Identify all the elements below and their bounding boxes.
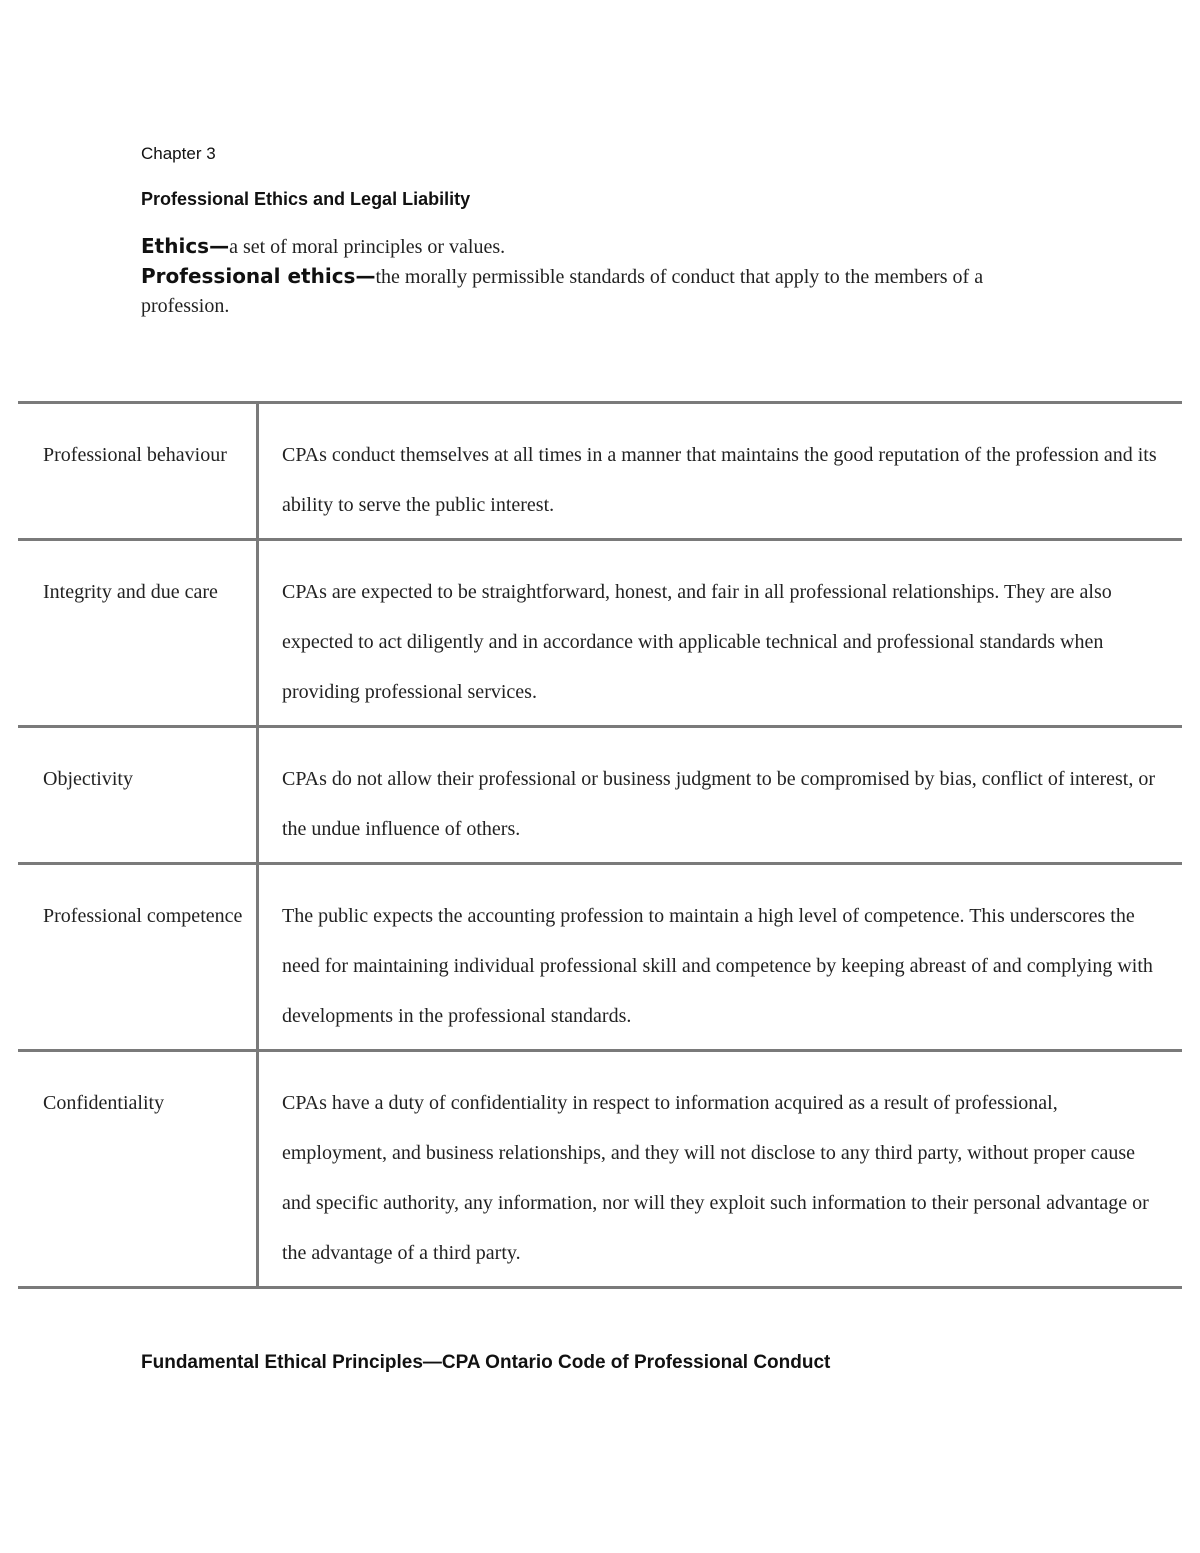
principle-description: CPAs do not allow their professional or business judgment to be compromised by bias, conflict of interest, or the undue influence of others. [258,727,1183,864]
principle-description: CPAs conduct themselves at all times in a manner that maintains the good reputation of the profession and its ability to serve the public interest. [258,403,1183,540]
principle-name: Professional competence [18,864,258,1051]
table-row [18,727,1182,864]
principle-name: Confidentiality [18,1051,258,1288]
table-caption: Fundamental Ethical Principles—CPA Ontario Code of Professional Conduct [141,1352,831,1373]
table-row [18,540,1182,727]
principle-name: Objectivity [18,727,258,864]
table-row [18,864,1182,1051]
definition-text-professional-ethics: the morally permissible standards of conduct that apply to the members of a profession. [141,266,984,317]
definition-text-ethics: a set of moral principles or values. [229,236,506,258]
principle-description: CPAs are expected to be straightforward, honest, and fair in all professional relationships. They are also expected to act diligently and in accordance with applicable technical and professional standards when providing professional services. [258,540,1183,727]
chapter-label: Chapter 3 [141,144,216,163]
principles-table [18,401,1182,1289]
principle-description: CPAs have a duty of confidentiality in respect to information acquired as a result of professional, employment, and business relationships, and they will not disclose to any third party, without proper cause and specific authority, any information, nor will they exploit such information to their personal advantage or the advantage of a third party. [258,1051,1183,1288]
definition-term-ethics: Ethics— [141,234,230,258]
table-row [18,403,1182,540]
table-row [18,1051,1182,1288]
definition-term-professional-ethics: Professional ethics— [141,264,376,288]
principle-name: Professional behaviour [18,403,258,540]
principle-description: The public expects the accounting profession to maintain a high level of competence. This underscores the need for maintaining individual professional skill and competence by keeping abreast of and complying with developments in the professional standards. [258,864,1183,1051]
principle-name: Integrity and due care [18,540,258,727]
definitions [141,232,1041,321]
page-title: Professional Ethics and Legal Liability [141,189,471,209]
